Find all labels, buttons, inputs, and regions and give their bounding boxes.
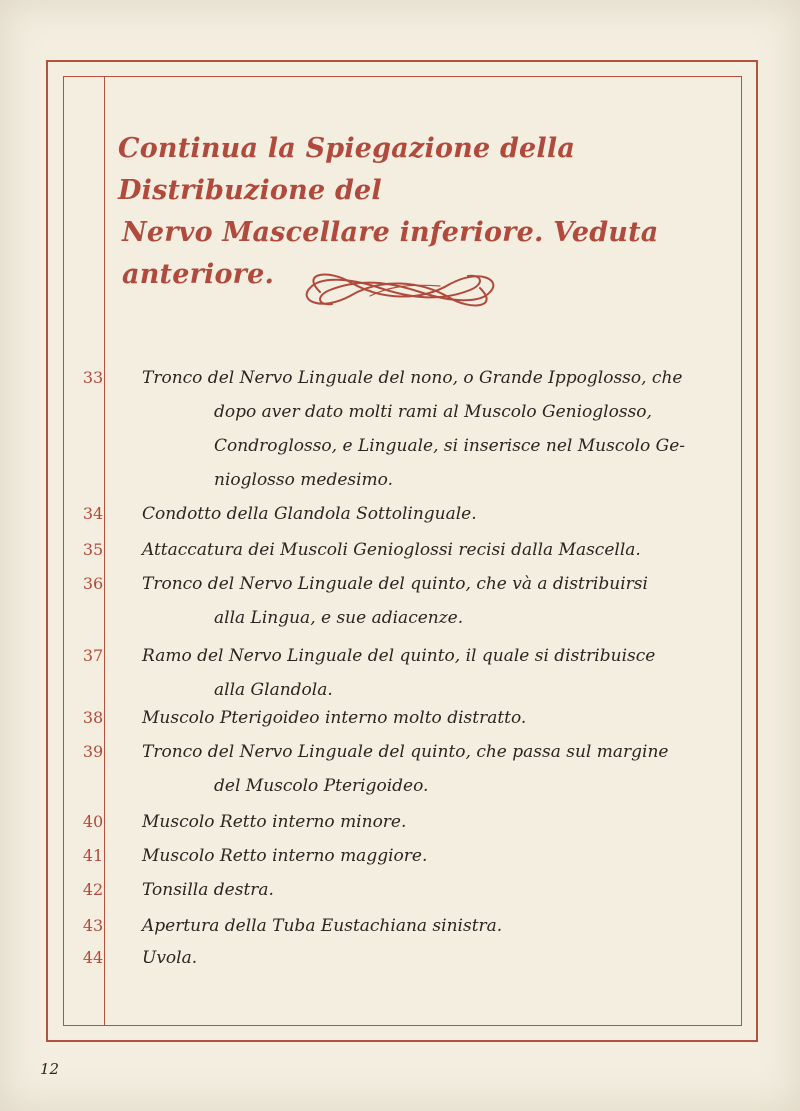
entry-text-line: Tonsilla destra.: [142, 880, 274, 900]
entry-text-line: Tronco del Nervo Linguale del quinto, che và a distribuirsi: [142, 574, 648, 594]
entry-text-line: Condotto della Glandola Sottolinguale.: [142, 504, 477, 524]
entry-number: 38: [82, 708, 104, 727]
entry-number: 39: [82, 742, 104, 761]
entry-number: 34: [82, 504, 104, 523]
entry-number: 36: [82, 574, 104, 593]
entry-number: 43: [82, 916, 104, 935]
entry-number: 41: [82, 846, 104, 865]
entry-number: 40: [82, 812, 104, 831]
entry-text-line: nioglosso medesimo.: [214, 470, 394, 490]
entry-text-line: Condroglosso, e Linguale, si inserisce nel Muscolo Ge-: [214, 436, 686, 456]
page-number: 12: [40, 1060, 60, 1078]
entry-text-line: Ramo del Nervo Linguale del quinto, il quale si distribuisce: [142, 646, 656, 666]
title-line-1: Continua la Spiegazione della Distribuzione del: [118, 133, 576, 206]
entry-number: 42: [82, 880, 104, 899]
entry-number: 37: [82, 646, 104, 665]
entry-text-line: alla Glandola.: [214, 680, 333, 700]
entry-number: 44: [82, 948, 104, 967]
entry-text-line: Muscolo Retto interno maggiore.: [142, 846, 428, 866]
title-line-2: Nervo Mascellare inferiore. Veduta anteriore.: [122, 217, 659, 290]
entry-text-line: del Muscolo Pterigoideo.: [214, 776, 429, 796]
entry-text-line: Muscolo Pterigoideo interno molto distratto.: [142, 708, 527, 728]
entry-text-line: Attaccatura dei Muscoli Genioglossi recisi dalla Mascella.: [142, 540, 641, 560]
entry-text-line: Tronco del Nervo Linguale del nono, o Grande Ippoglosso, che: [142, 368, 683, 388]
entry-text-line: alla Lingua, e sue adiacenze.: [214, 608, 464, 628]
entry-text-line: Muscolo Retto interno minore.: [142, 812, 407, 832]
entry-text-line: dopo aver dato molti rami al Muscolo Genioglosso,: [214, 402, 652, 422]
entry-text-line: Uvola.: [142, 948, 198, 968]
entry-text-line: Apertura della Tuba Eustachiana sinistra.: [142, 916, 503, 936]
entry-text-line: Tronco del Nervo Linguale del quinto, che passa sul margine: [142, 742, 669, 762]
entry-number: 33: [82, 368, 104, 387]
decorative-flourish: [290, 262, 510, 318]
entry-number: 35: [82, 540, 104, 559]
